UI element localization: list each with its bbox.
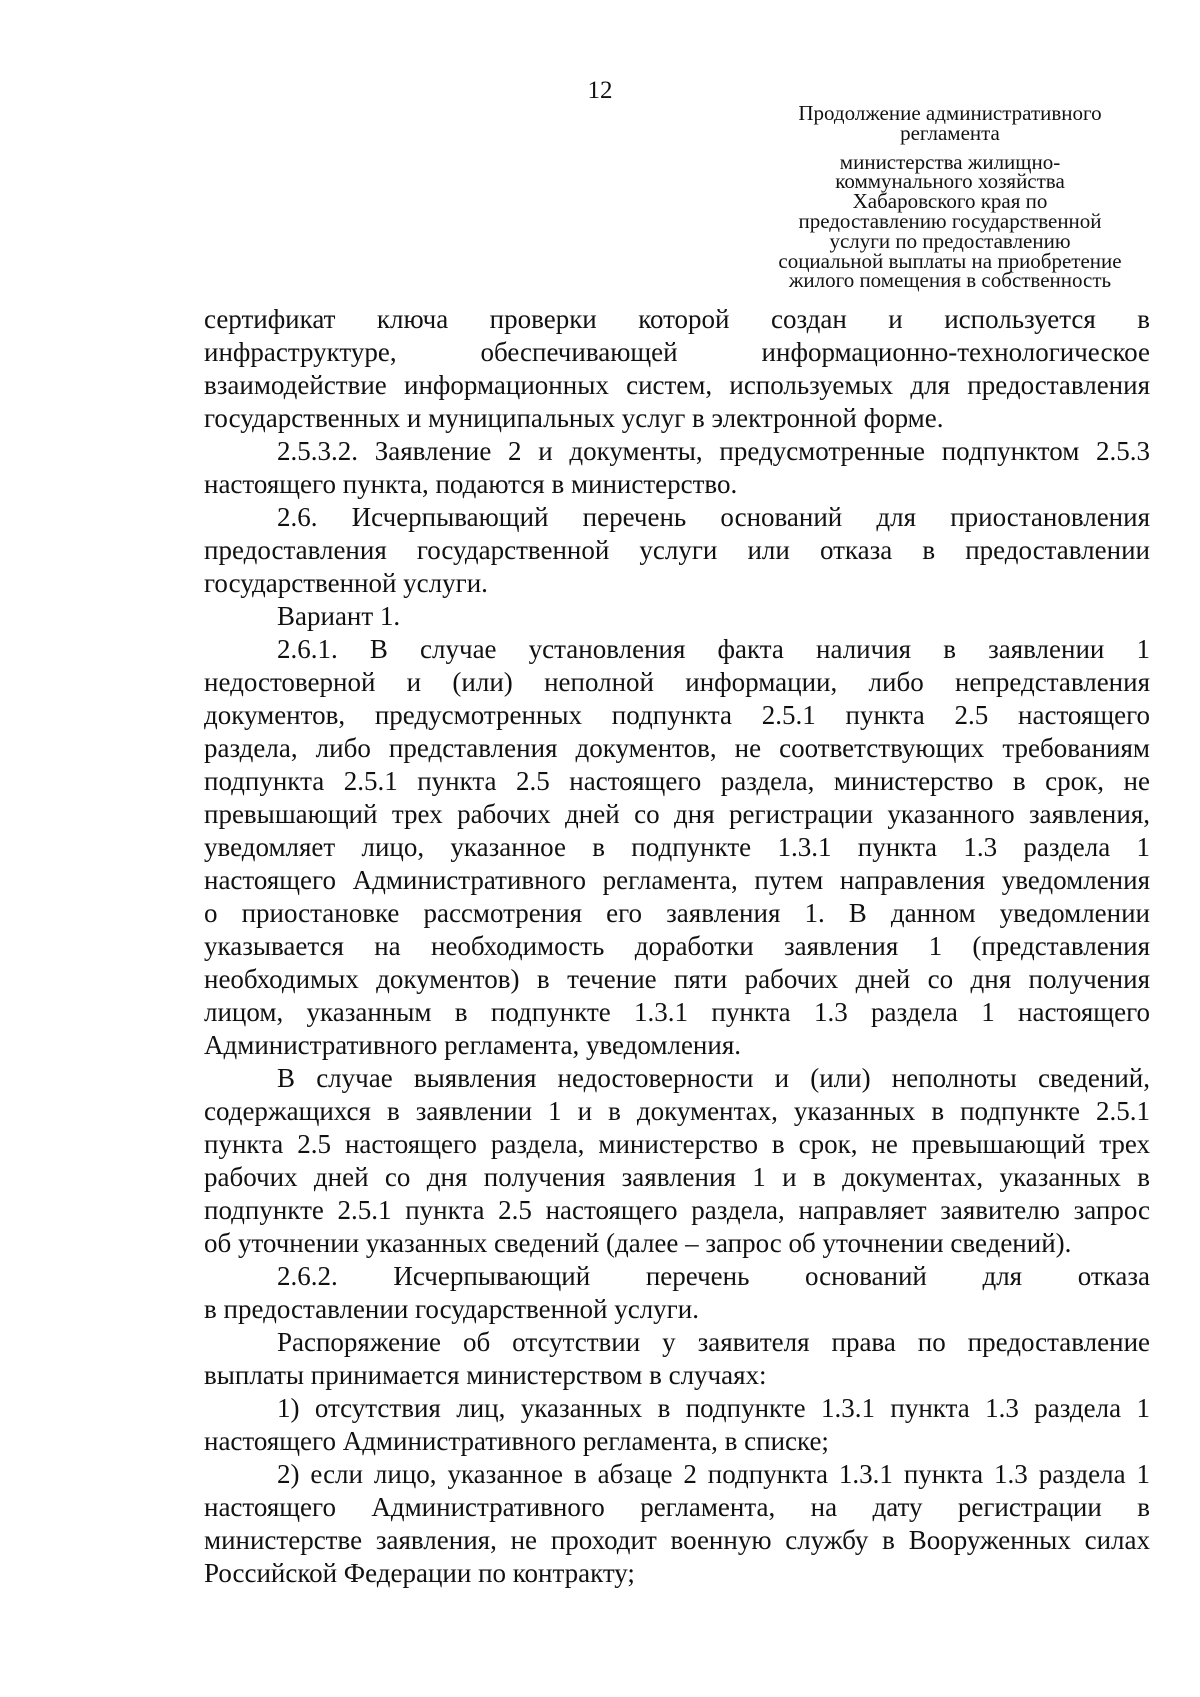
- text-line: 2) если лицо, указанное в абзаце 2 подпункта 1.3.1 пункта 1.3 раздела 1: [277, 1459, 1150, 1489]
- text-line: уведомляет лицо, указанное в подпункте 1.3.1 пункта 1.3 раздела 1: [204, 832, 1150, 862]
- text-line: 2.6. Исчерпывающий перечень оснований для приостановления: [277, 502, 1150, 532]
- text-line: государственной услуги.: [204, 568, 488, 598]
- page-number: 12: [587, 77, 613, 104]
- text-line: необходимых документов) в течение пяти рабочих дней со дня получения: [204, 964, 1150, 994]
- text-line: рабочих дней со дня получения заявления 1 и в документах, указанных в: [204, 1162, 1150, 1192]
- header-line: предоставлению государственной: [798, 208, 1102, 233]
- text-line: 2.6.2. Исчерпывающий перечень оснований для отказа: [277, 1261, 1150, 1291]
- text-line: настоящего пункта, подаются в министерство.: [204, 469, 738, 499]
- text-line: лицом, указанным в подпункте 1.3.1 пункта 1.3 раздела 1 настоящего: [204, 997, 1150, 1027]
- text-line: Распоряжение об отсутствии у заявителя права по предоставление: [277, 1327, 1150, 1357]
- header-line: регламента: [900, 120, 1000, 145]
- body-text: [204, 303, 1150, 1590]
- text-line: настоящего Административного регламента, в списке;: [204, 1426, 829, 1456]
- text-line: о приостановке рассмотрения его заявления 1. В данном уведомлении: [204, 898, 1150, 928]
- text-line: раздела, либо представления документов, не соответствующих требованиям: [204, 733, 1150, 763]
- text-line: настоящего Административного регламента, путем направления уведомления: [204, 865, 1150, 895]
- text-line: 1) отсутствия лиц, указанных в подпункте 1.3.1 пункта 1.3 раздела 1: [277, 1393, 1150, 1423]
- text-line: подпункта 2.5.1 пункта 2.5 настоящего раздела, министерство в срок, не: [204, 766, 1150, 796]
- text-line: Административного регламента, уведомления.: [204, 1030, 741, 1060]
- text-line: указывается на необходимость доработки заявления 1 (представления: [204, 931, 1150, 961]
- text-line: 2.5.3.2. Заявление 2 и документы, предусмотренные подпунктом 2.5.3: [277, 436, 1150, 466]
- text-line: об уточнении указанных сведений (далее – запрос об уточнении сведений).: [204, 1228, 1072, 1258]
- header-line: министерства жилищно-: [839, 149, 1061, 174]
- text-line: Российской Федерации по контракту;: [204, 1558, 635, 1588]
- text-line: министерстве заявления, не проходит военную службу в Вооруженных силах: [204, 1525, 1150, 1555]
- text-line: выплаты принимается министерством в случаях:: [204, 1360, 767, 1390]
- text-line: государственных и муниципальных услуг в электронной форме.: [204, 403, 944, 433]
- text-line: предоставления государственной услуги или отказа в предоставлении: [204, 535, 1150, 565]
- text-line: недостоверной и (или) неполной информации, либо непредставления: [204, 667, 1150, 697]
- text-line: настоящего Административного регламента, на дату регистрации в: [204, 1492, 1150, 1522]
- text-line: содержащихся в заявлении 1 и в документах, указанных в подпункте 2.5.1: [204, 1096, 1150, 1126]
- text-line: 2.6.1. В случае установления факта наличия в заявлении 1: [277, 634, 1150, 664]
- text-line: пункта 2.5 настоящего раздела, министерство в срок, не превышающий трех: [204, 1129, 1150, 1159]
- text-line: Вариант 1.: [277, 601, 401, 631]
- text-line: документов, предусмотренных подпункта 2.5.1 пункта 2.5 настоящего: [204, 700, 1150, 730]
- header-line: коммунального хозяйства: [835, 169, 1065, 194]
- header-line: социальной выплаты на приобретение: [778, 248, 1122, 273]
- text-line: подпункте 2.5.1 пункта 2.5 настоящего раздела, направляет заявителю запрос: [204, 1195, 1150, 1225]
- text-line: сертификат ключа проверки которой создан и используется в: [204, 304, 1150, 334]
- running-header: [750, 101, 1150, 293]
- header-line: Продолжение административного: [798, 101, 1102, 125]
- header-line: жилого помещения в собственность: [788, 268, 1112, 293]
- text-line: В случае выявления недостоверности и (или) неполноты сведений,: [277, 1063, 1150, 1093]
- text-line: в предоставлении государственной услуги.: [204, 1294, 699, 1324]
- header-line: услуги по предоставлению: [829, 228, 1071, 253]
- text-line: инфраструктуре, обеспечивающей информационно-технологическое: [204, 337, 1150, 367]
- text-line: превышающий трех рабочих дней со дня регистрации указанного заявления,: [204, 799, 1150, 829]
- text-line: взаимодействие информационных систем, используемых для предоставления: [204, 370, 1150, 400]
- header-line: Хабаровского края по: [852, 189, 1048, 214]
